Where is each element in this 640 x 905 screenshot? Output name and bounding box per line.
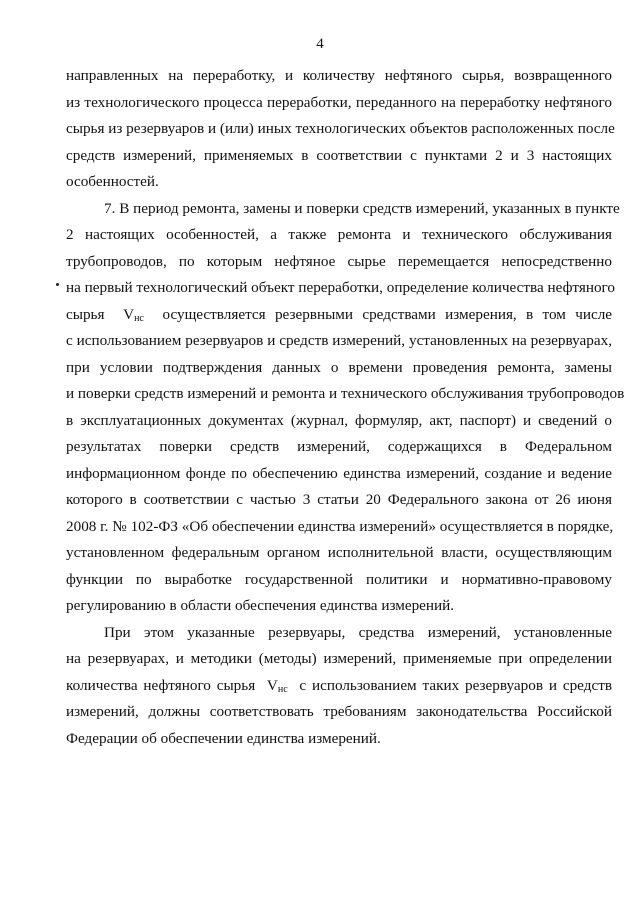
line-prefix: количества нефтяного сырья: [66, 677, 256, 694]
scan-mark: [56, 283, 59, 286]
text-line: на резервуарах, и методики (методы) измерений, применяемые при определении: [66, 650, 612, 667]
text-line: из технологического процесса переработки, переданного на переработку нефтяного: [66, 94, 612, 111]
text-line: 2008 г. № 102-ФЗ «Об обеспечении единства измерений» осуществляется в порядке,: [66, 518, 614, 535]
text-line: направленных на переработку, и количеству нефтяного сырья, возвращенного: [66, 67, 612, 84]
text-line: трубопроводов, по которым нефтяное сырье перемещается непосредственно: [66, 253, 612, 270]
text-line: и поверки средств измерений и ремонта и технического обслуживания трубопроводов: [66, 385, 625, 402]
text-line: сырья из резервуаров и (или) иных технологических объектов расположенных после: [66, 120, 615, 137]
text-line: в эксплуатационных документах (журнал, формуляр, акт, паспорт) и сведений о: [66, 412, 612, 429]
text-line: средств измерений, применяемых в соответствии с пунктами 2 и 3 настоящих: [66, 147, 612, 164]
symbol-v: V: [266, 677, 278, 694]
text-line: Федерации об обеспечении единства измерений.: [66, 730, 381, 747]
text-line: при условии подтверждения данных о времени проведения ремонта, замены: [66, 359, 612, 376]
symbol-subscript: нс: [277, 684, 288, 695]
text-line: на первый технологический объект переработки, определение количества нефтяного: [66, 279, 615, 296]
paragraph-7-first-line: 7. В период ремонта, замены и поверки средств измерений, указанных в пункте: [104, 200, 620, 217]
word-syrya: сырья: [66, 306, 105, 323]
symbol-subscript: нс: [134, 313, 144, 324]
symbol-v: V: [123, 306, 135, 323]
text-line: функции по выработке государственной политики и нормативно-правовому: [66, 571, 612, 588]
text-line-with-subscript: [66, 676, 612, 700]
text-line-with-subscript: [66, 305, 612, 329]
text-line: регулированию в области обеспечения единства измерений.: [66, 597, 455, 614]
text-line: которого в соответствии с частью 3 статьи 20 Федерального закона от 26 июня: [66, 491, 612, 508]
line-remainder: осуществляется резервными средствами измерения, в том числе: [162, 306, 613, 323]
text-line: измерений, должны соответствовать требованиям законодательства Российской: [66, 703, 612, 720]
text-line: особенностей.: [66, 173, 159, 190]
text-line: информационном фонде по обеспечению единства измерений, создание и ведение: [66, 465, 612, 482]
page-number: 4: [316, 36, 324, 52]
line-remainder: с использованием таких резервуаров и средств: [299, 677, 612, 694]
text-line: результатах поверки средств измерений, содержащихся в Федеральном: [66, 438, 612, 455]
text-line: 2 настоящих особенностей, а также ремонта и технического обслуживания: [66, 226, 612, 243]
text-line: с использованием резервуаров и средств измерений, установленных на резервуарах,: [66, 332, 612, 349]
paragraph-2-first-line: При этом указанные резервуары, средства измерений, установленные: [104, 624, 612, 641]
text-line: установленном федеральным органом исполнительной власти, осуществляющим: [66, 544, 612, 561]
